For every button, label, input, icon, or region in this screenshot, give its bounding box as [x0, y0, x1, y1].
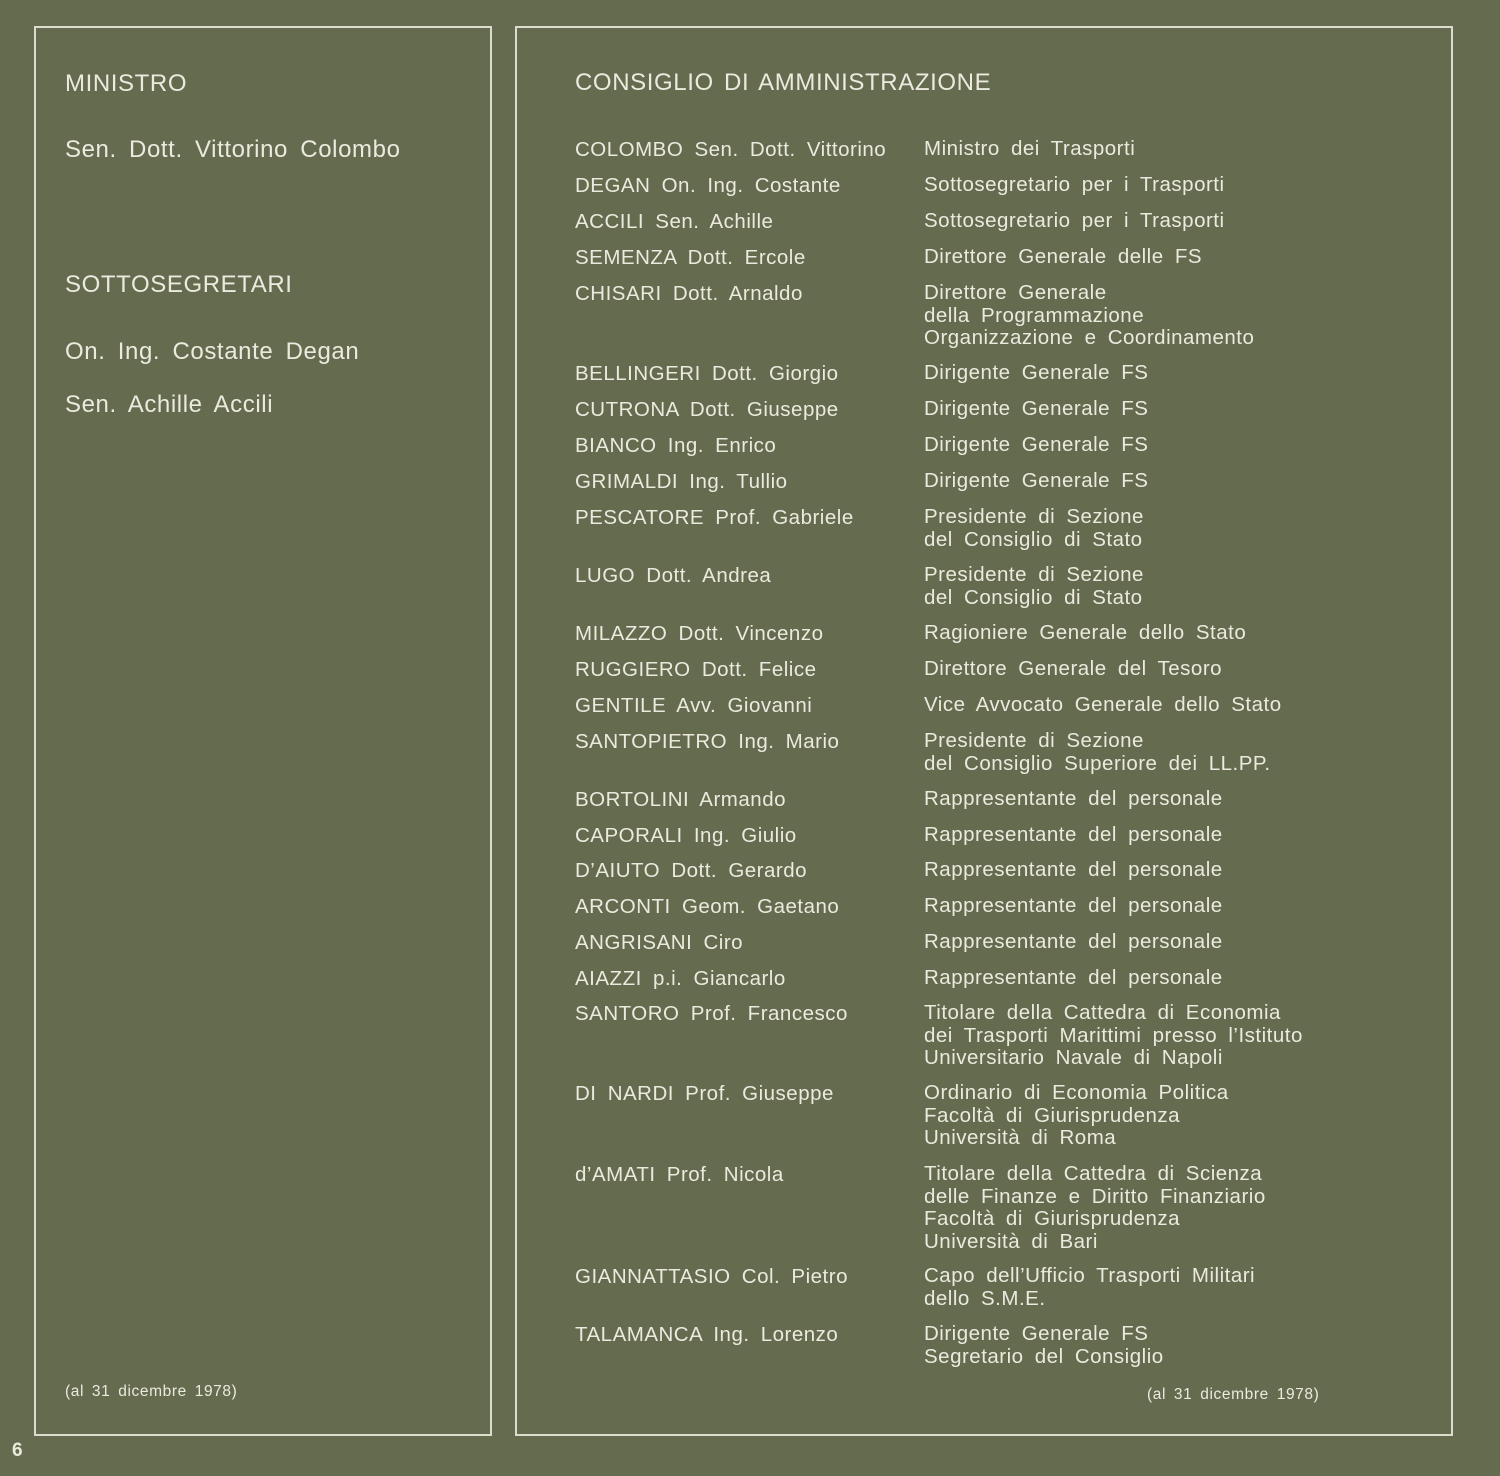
member-role-line: Direttore Generale del Tesoro [924, 657, 1223, 680]
member-name: D’AIUTO Dott. Gerardo [575, 859, 808, 882]
member-role [924, 658, 1222, 681]
member-role-line: Titolare della Cattedra di Scienza [924, 1162, 1263, 1185]
member-role-line: Presidente di Sezione [924, 563, 1144, 586]
member-role-line: Organizzazione e Coordinamento [924, 326, 1255, 349]
member-name: PESCATORE Prof. Gabriele [575, 506, 854, 529]
member-role-line: Vice Avvocato Generale dello Stato [924, 693, 1282, 716]
member-role [924, 859, 1223, 882]
undersecretary-name: Sen. Achille Accili [65, 391, 274, 418]
member-role-line: dei Trasporti Marittimi presso l’Istituto [924, 1023, 1303, 1047]
member-role-line: Capo dell’Ufficio Trasporti Militari [924, 1264, 1256, 1287]
member-name: BORTOLINI Armando [575, 788, 786, 811]
member-role [924, 174, 1225, 197]
right-panel [515, 26, 1453, 1436]
member-name: BELLINGERI Dott. Giorgio [575, 362, 839, 385]
member-role [924, 282, 1254, 350]
member-role [924, 210, 1225, 233]
member-role [924, 967, 1223, 990]
minister-heading: MINISTRO [65, 70, 188, 97]
member-role-line: Direttore Generale [924, 281, 1107, 304]
member-role [924, 1265, 1255, 1310]
date-note: (al 31 dicembre 1978) [65, 1383, 238, 1400]
member-role-line: Sottosegretario per i Trasporti [924, 209, 1225, 232]
board-heading: CONSIGLIO DI AMMINISTRAZIONE [575, 69, 992, 96]
member-name: CHISARI Dott. Arnaldo [575, 282, 803, 305]
member-role-line: Ministro dei Trasporti [924, 137, 1136, 160]
member-name: SEMENZA Dott. Ercole [575, 246, 806, 269]
member-name: TALAMANCA Ing. Lorenzo [575, 1323, 839, 1346]
member-role [924, 931, 1223, 954]
member-name: GRIMALDI Ing. Tullio [575, 470, 788, 493]
member-name: ACCILI Sen. Achille [575, 210, 774, 233]
member-role [924, 730, 1271, 775]
member-name: DI NARDI Prof. Giuseppe [575, 1082, 834, 1105]
member-role-line: Rappresentante del personale [924, 823, 1223, 846]
member-name: COLOMBO Sen. Dott. Vittorino [575, 138, 887, 161]
member-name: DEGAN On. Ing. Costante [575, 174, 841, 197]
undersecretaries-heading: SOTTOSEGRETARI [65, 271, 293, 298]
member-name: ARCONTI Geom. Gaetano [575, 895, 840, 918]
member-role-line: Universitario Navale di Napoli [924, 1046, 1223, 1069]
member-role-line: Dirigente Generale FS [924, 361, 1149, 384]
member-role [924, 824, 1223, 847]
date-note: (al 31 dicembre 1978) [1147, 1386, 1320, 1403]
member-role-line: Facoltà di Giurisprudenza [924, 1103, 1181, 1127]
member-role-line: Facoltà di Giurisprudenza [924, 1207, 1181, 1230]
member-role-line: Segretario del Consiglio [924, 1344, 1164, 1368]
member-name: LUGO Dott. Andrea [575, 564, 772, 587]
left-panel [34, 26, 492, 1436]
member-name: GENTILE Avv. Giovanni [575, 694, 813, 717]
member-role-line: Rappresentante del personale [924, 930, 1223, 953]
member-role-line: Dirigente Generale FS [924, 397, 1149, 420]
undersecretary-name: On. Ing. Costante Degan [65, 338, 360, 365]
member-name: RUGGIERO Dott. Felice [575, 658, 817, 681]
member-role-line: Presidente di Sezione [924, 505, 1144, 528]
member-name: MILAZZO Dott. Vincenzo [575, 622, 824, 645]
member-role-line: dello S.M.E. [924, 1286, 1046, 1310]
member-role [924, 138, 1135, 161]
member-role-line: Direttore Generale delle FS [924, 245, 1203, 268]
member-role [924, 506, 1144, 551]
member-name: d’AMATI Prof. Nicola [575, 1163, 784, 1186]
minister-name: Sen. Dott. Vittorino Colombo [65, 136, 401, 163]
member-name: AIAZZI p.i. Giancarlo [575, 967, 786, 990]
member-role-line: Dirigente Generale FS [924, 433, 1149, 456]
member-role-line: Ragioniere Generale dello Stato [924, 621, 1247, 644]
member-role-line: Titolare della Cattedra di Economia [924, 1001, 1281, 1024]
member-role-line: Università di Bari [924, 1229, 1098, 1253]
member-role [924, 622, 1246, 645]
member-role-line: delle Finanze e Diritto Finanziario [924, 1184, 1266, 1208]
member-name: CUTRONA Dott. Giuseppe [575, 398, 839, 421]
member-role [924, 398, 1148, 421]
member-role [924, 895, 1223, 918]
member-role-line: del Consiglio Superiore dei LL.PP. [924, 751, 1271, 775]
member-role-line: Ordinario di Economia Politica [924, 1081, 1229, 1104]
member-role [924, 1323, 1164, 1368]
member-role [924, 362, 1148, 385]
member-role-line: Presidente di Sezione [924, 729, 1144, 752]
member-name: GIANNATTASIO Col. Pietro [575, 1265, 848, 1288]
page-number: 6 [12, 1440, 23, 1461]
member-role [924, 1163, 1266, 1253]
member-name: ANGRISANI Ciro [575, 931, 744, 954]
member-role-line: del Consiglio di Stato [924, 527, 1143, 551]
member-role-line: Rappresentante del personale [924, 858, 1223, 881]
member-role [924, 470, 1148, 493]
member-role-line: Università di Roma [924, 1126, 1117, 1149]
member-name: BIANCO Ing. Enrico [575, 434, 777, 457]
member-role [924, 1002, 1303, 1070]
member-role [924, 694, 1282, 717]
member-role-line: Sottosegretario per i Trasporti [924, 173, 1225, 196]
member-role [924, 1082, 1229, 1150]
member-role-line: Rappresentante del personale [924, 787, 1223, 810]
member-role-line: del Consiglio di Stato [924, 585, 1143, 609]
member-role [924, 246, 1202, 269]
member-role-line: Dirigente Generale FS [924, 1322, 1149, 1345]
member-role-line: Rappresentante del personale [924, 966, 1223, 989]
member-name: CAPORALI Ing. Giulio [575, 824, 797, 847]
member-name: SANTORO Prof. Francesco [575, 1002, 848, 1025]
member-name: SANTOPIETRO Ing. Mario [575, 730, 840, 753]
member-role-line: Dirigente Generale FS [924, 469, 1149, 492]
member-role [924, 788, 1223, 811]
member-role-line: Rappresentante del personale [924, 894, 1223, 917]
member-role [924, 434, 1148, 457]
member-role-line: della Programmazione [924, 303, 1145, 327]
member-role [924, 564, 1144, 609]
